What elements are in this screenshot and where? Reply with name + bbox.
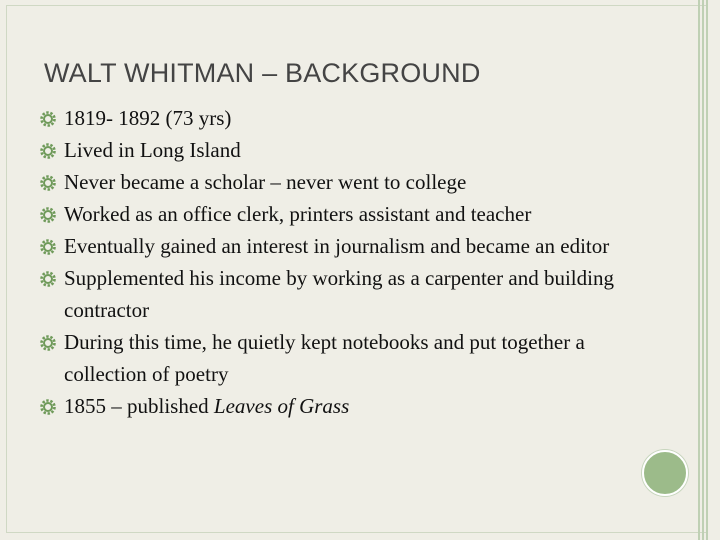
cog-icon (40, 111, 56, 127)
bullet-item (44, 134, 654, 166)
bullet-text: Never became a scholar – never went to college (64, 170, 467, 194)
bullet-item (44, 166, 654, 198)
bullet-text: Lived in Long Island (64, 138, 241, 162)
decorative-circle (642, 450, 688, 496)
cog-icon (40, 207, 56, 223)
slide-title: WALT WHITMAN – BACKGROUND (44, 58, 481, 88)
bullet-item (44, 390, 654, 422)
bullet-item (44, 262, 654, 326)
bullet-text: Eventually gained an interest in journalism and became an editor (64, 234, 610, 258)
cog-icon (40, 399, 56, 415)
book-title: Leaves of Grass (213, 394, 350, 418)
cog-icon (40, 271, 56, 287)
bullet-item (44, 198, 654, 230)
bullet-text: During this time, he quietly kept notebooks and put together a collection of poetry (64, 330, 585, 386)
bullet-list (44, 102, 654, 422)
bullet-item (44, 102, 654, 134)
cog-icon (40, 239, 56, 255)
bullet-text: 1855 – published (64, 394, 214, 418)
bullet-item (44, 326, 654, 390)
bullet-text: Supplemented his income by working as a carpenter and building contractor (64, 266, 614, 322)
decorative-stripes (698, 0, 712, 540)
bullet-text: Worked as an office clerk, printers assistant and teacher (64, 202, 532, 226)
cog-icon (40, 335, 56, 351)
bullet-item (44, 230, 654, 262)
cog-icon (40, 143, 56, 159)
cog-icon (40, 175, 56, 191)
bullet-text: 1819- 1892 (73 yrs) (64, 106, 232, 130)
